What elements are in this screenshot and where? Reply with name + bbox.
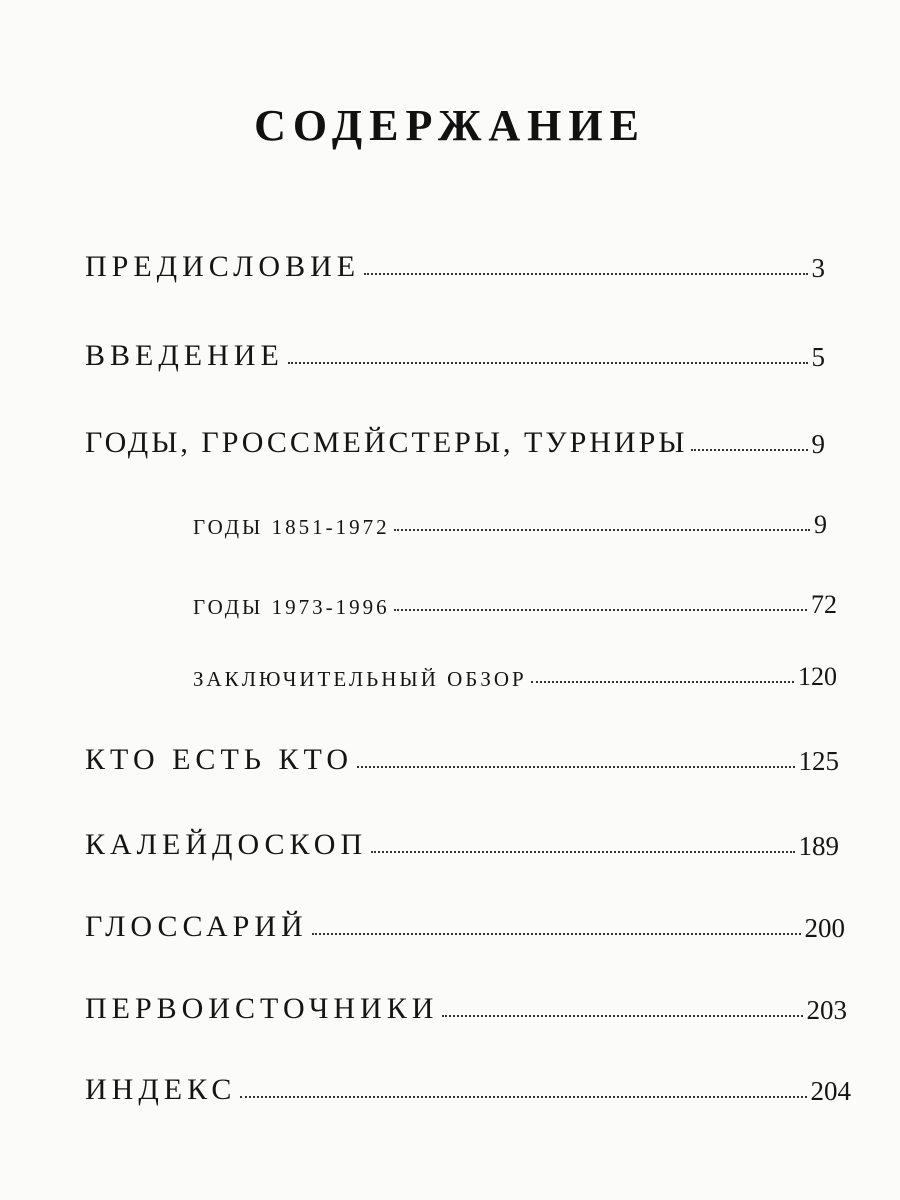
toc-entry-label: ИНДЕКС [85,1073,237,1106]
toc-entry-label: ГОДЫ 1851-1972 [193,515,390,539]
toc-entry-introduction [85,333,825,373]
toc-entry-page-number: 72 [811,590,837,619]
toc-entry-page-number: 200 [804,913,845,943]
toc-entry-page-number: 9 [814,510,827,539]
toc-entry-label: ГОДЫ, ГРОССМЕЙСТЕРЫ, ТУРНИРЫ [85,426,688,459]
toc-entry-page-number: 9 [811,429,825,459]
toc-entry-page-number: 120 [798,662,837,691]
toc-entry-label: ГОДЫ 1973-1996 [193,595,390,619]
toc-entry-who-is-who [85,737,839,777]
toc-entry-label: ВВЕДЕНИЕ [85,339,284,372]
toc-entry-kaleidoscope [85,822,839,862]
dot-leader [394,529,810,531]
dot-leader [357,766,794,768]
dot-leader [691,449,807,451]
page-title: СОДЕРЖАНИЕ [254,101,646,150]
toc-entry-page-number: 203 [806,995,847,1025]
dot-leader [240,1096,806,1098]
toc-entry-page-number: 3 [811,253,825,283]
toc-entry-years-grandmasters [85,420,825,460]
dot-leader [371,851,794,853]
toc-entry-glossary [85,904,845,944]
toc-subentry-years-1851-1972 [193,500,827,540]
toc-entry-label: ПРЕДИСЛОВИЕ [85,250,361,283]
dot-leader [288,362,808,364]
dot-leader [394,609,807,611]
toc-entry-label: ЗАКЛЮЧИТЕЛЬНЫЙ ОБЗОР [193,667,527,691]
toc-entry-label: КТО ЕСТЬ КТО [85,743,354,776]
toc-entry-sources [85,986,847,1026]
toc-entry-preface [85,244,825,284]
toc-entry-page-number: 189 [798,831,839,861]
toc-entry-label: КАЛЕЙДОСКОП [85,828,368,861]
dot-leader [312,933,801,935]
dot-leader [531,681,794,683]
toc-entry-index [85,1067,851,1107]
toc-entry-page-number: 125 [798,746,839,776]
toc-entry-label: ПЕРВОИСТОЧНИКИ [85,992,439,1025]
toc-entry-page-number: 204 [810,1076,851,1106]
toc-subentry-years-1973-1996 [193,580,837,620]
dot-leader [364,273,807,275]
toc-entry-label: ГЛОССАРИЙ [85,910,308,943]
dot-leader [442,1015,802,1017]
toc-entry-page-number: 5 [811,342,825,372]
toc-subentry-final-review [193,652,837,692]
